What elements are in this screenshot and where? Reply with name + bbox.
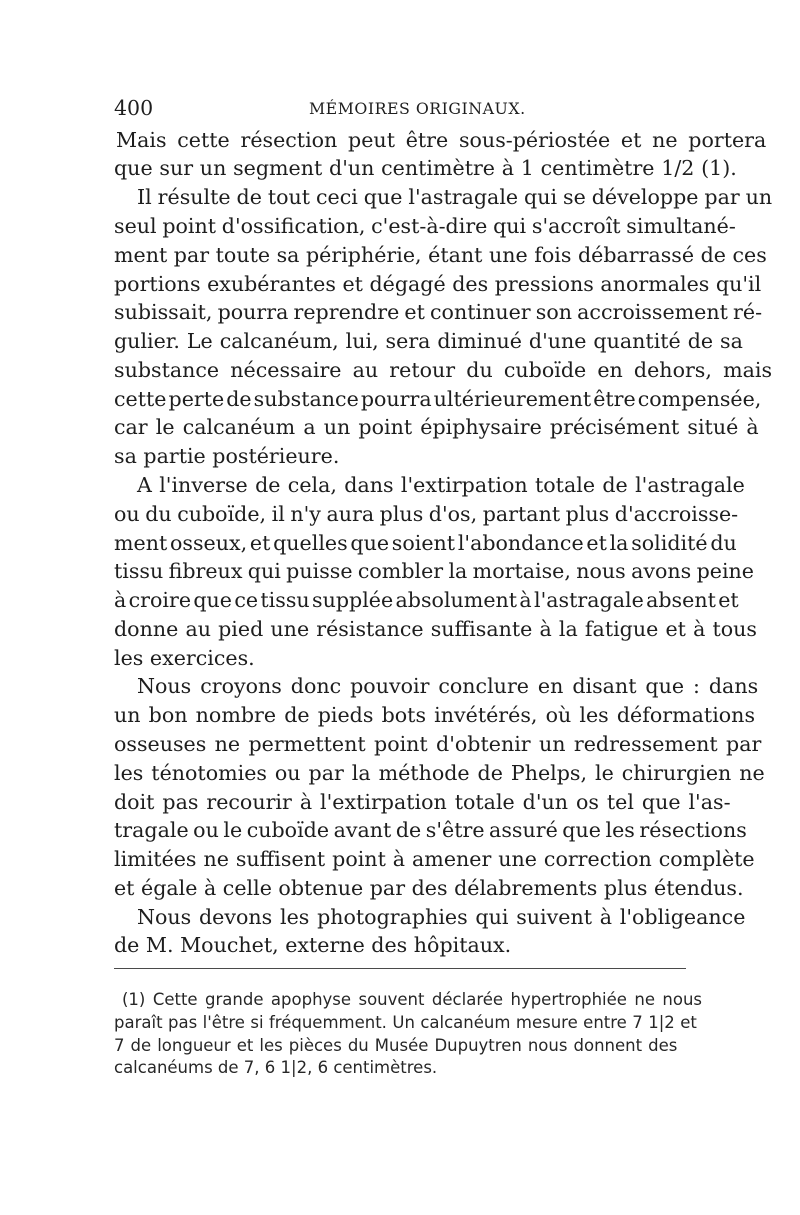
footnote-line: (1) Cette grande apophyse souvent déclarée hypertrophiée ne nous bbox=[122, 990, 703, 1009]
text-line: sa partie postérieure. bbox=[114, 444, 340, 468]
text-line: et égale à celle obtenue par des délabrements plus étendus. bbox=[114, 876, 744, 900]
footnote-rule bbox=[114, 968, 686, 969]
text-line: gulier. Le calcanéum, lui, sera diminué d'une quantité de sa bbox=[114, 329, 743, 353]
text-line: que sur un segment d'un centimètre à 1 centimètre 1/2 (1). bbox=[114, 156, 737, 180]
text-line: doit pas recourir à l'extirpation totale d'un os tel que l'as- bbox=[114, 790, 731, 814]
text-line: cette perte de substance pourra ultérieurement être compensée, bbox=[114, 387, 762, 411]
text-line: un bon nombre de pieds bots invétérés, où les déformations bbox=[114, 703, 756, 727]
text-line: les exercices. bbox=[114, 646, 255, 670]
text-line: tragale ou le cuboïde avant de s'être assuré que les résections bbox=[114, 818, 747, 842]
text-line: portions exubérantes et dégagé des pressions anormales qu'il bbox=[114, 272, 762, 296]
text-line: car le calcanéum a un point épiphysaire précisément situé à bbox=[114, 415, 759, 439]
text-line: les ténotomies ou par la méthode de Phelps, le chirurgien ne bbox=[114, 761, 765, 785]
text-line: Nous devons les photographies qui suivent à l'obligeance bbox=[137, 905, 746, 929]
text-line: A l'inverse de cela, dans l'extirpation totale de l'astragale bbox=[137, 473, 745, 497]
text-line: osseuses ne permettent point d'obtenir un redressement par bbox=[114, 732, 762, 756]
footnote-line: paraît pas l'être si fréquemment. Un calcanéum mesure entre 7 1|2 et bbox=[114, 1013, 697, 1032]
text-line: donne au pied une résistance suffisante à la fatigue et à tous bbox=[114, 617, 757, 641]
page-number: 400 bbox=[114, 96, 154, 120]
footnote-line: calcanéums de 7, 6 1|2, 6 centimètres. bbox=[114, 1058, 438, 1077]
text-line: ment par toute sa périphérie, étant une fois débarrassé de ces bbox=[114, 243, 767, 267]
text-line: ou du cuboïde, il n'y aura plus d'os, partant plus d'accroisse- bbox=[114, 502, 739, 526]
text-line: de M. Mouchet, externe des hôpitaux. bbox=[114, 933, 512, 957]
text-line: substance nécessaire au retour du cuboïde en dehors, mais bbox=[114, 358, 773, 382]
text-line: ment osseux, et quelles que soient l'abondance et la solidité du bbox=[114, 531, 737, 555]
text-line: Mais cette résection peut être sous-périostée et ne portera bbox=[116, 128, 767, 152]
text-line: seul point d'ossification, c'est-à-dire qui s'accroît simultané- bbox=[114, 214, 736, 238]
running-title: MÉMOIRES ORIGINAUX. bbox=[309, 99, 526, 118]
running-head bbox=[114, 96, 686, 122]
text-line: subissait, pourra reprendre et continuer son accroissement ré- bbox=[114, 300, 763, 324]
text-line: limitées ne suffisent point à amener une correction complète bbox=[114, 847, 755, 871]
text-line: Il résulte de tout ceci que l'astragale qui se développe par un bbox=[137, 185, 773, 209]
text-line: Nous croyons donc pouvoir conclure en disant que : dans bbox=[137, 674, 759, 698]
footnote-line: 7 de longueur et les pièces du Musée Dupuytren nous donnent des bbox=[114, 1036, 678, 1055]
text-line: tissu fibreux qui puisse combler la mortaise, nous avons peine bbox=[114, 559, 754, 583]
text-line: à croire que ce tissu supplée absolument à l'astragale absent et bbox=[114, 588, 739, 612]
